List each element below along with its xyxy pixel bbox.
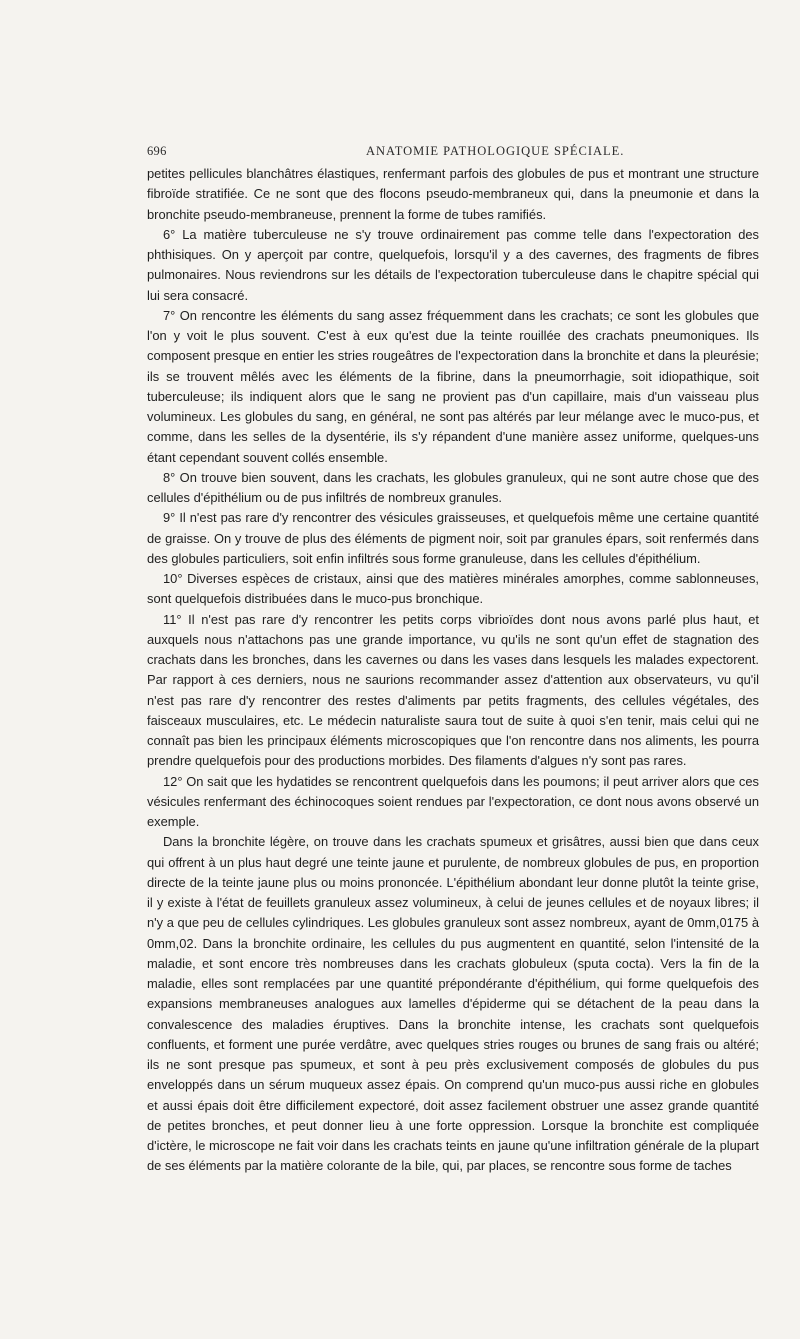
running-head: ANATOMIE PATHOLOGIQUE SPÉCIALE.: [366, 144, 625, 158]
paragraph-item-7: 7° On rencontre les éléments du sang assez fréquemment dans les crachats; ce sont les globules que l'on y voit le plus souvent. C'est à eux qu'est due la teinte rouillée des crachats pneumoniques. Ils composent presque en entier les stries rougeâtres de l'expectoration dans la bronchite et dans la pleurésie; ils se trouvent mêlés avec les éléments de la fibrine, dans la pneumorrhagie, soit idiopathique, soit tuberculeuse; ils indiquent alors que le sang ne provient pas d'un capillaire, mais d'un vaisseau plus volumineux. Les globules du sang, en général, ne sont pas altérés par leur mélange avec le muco-pus, et comme, dans les selles de la dysentérie, ils s'y répandent d'une manière assez uniforme, quelques-uns étant cependant souvent collés ensemble.: [147, 307, 759, 465]
paragraph-item-8: 8° On trouve bien souvent, dans les crachats, les globules granuleux, qui ne sont autre chose que des cellules d'épithélium ou de pus infiltrés de nombreux granules.: [147, 469, 759, 505]
paragraph-bronchite: Dans la bronchite légère, on trouve dans les crachats spumeux et grisâtres, aussi bien que dans ceux qui offrent à un plus haut degré une teinte jaune et purulente, de nombreux globules de pus, en proportion directe de la teinte jaune plus ou moins prononcée. L'épithélium abondant leur donne plutôt la teinte grise, il y existe à l'état de feuillets granuleux assez volumineux, à celui de jeunes cellules et de noyaux libres; il n'y a que peu de cellules cylindriques. Les globules granuleux sont assez nombreux, ayant de 0mm,0175 à 0mm,02. Dans la bronchite ordinaire, les cellules du pus augmentent en quantité, selon l'intensité de la maladie, et sont encore très nombreuses dans les crachats globuleux (sputa cocta). Vers la fin de la maladie, elles sont remplacées par une quantité prépondérante d'épithélium, qui forme quelquefois des expansions membraneuses analogues aux lamelles d'épiderme qui se détachent de la peau dans la convalescence des maladies éruptives. Dans la bronchite intense, les crachats sont quelquefois confluents, et forment une purée verdâtre, avec quelques stries rouges ou brunes de sang frais ou altéré; ils ne sont presque pas spumeux, et sont à peu près exclusivement composés de globules du pus enveloppés dans un sérum muqueux assez épais. On comprend qu'un muco-pus aussi riche en globules et aussi épais doit être difficilement expectoré, doit assez facilement obstruer une assez grande quantité de petites bronches, et peut donner lieu à une forte oppression. Lorsque la bronchite est compliquée d'ictère, le microscope ne fait voir dans les crachats teints en jaune qu'une infiltration générale de la plupart de ses éléments par la matière colorante de la bile, qui, par places, se rencontre sous forme de taches: [147, 834, 759, 1174]
body-text: [147, 164, 759, 1177]
page-header: [147, 144, 759, 162]
paragraph-item-10: 10° Diverses espèces de cristaux, ainsi que des matières minérales amorphes, comme sablonneuses, sont quelquefois distribuées dans le muco-pus bronchique.: [147, 571, 759, 607]
paragraph-continuation: petites pellicules blanchâtres élastiques, renfermant parfois des globules de pus et montrant une structure fibroïde stratifiée. Ce ne sont que des flocons pseudo-membraneux qui, dans la pneumonie et dans la bronchite pseudo-membraneuse, prennent la forme de tubes ramifiés.: [147, 166, 759, 222]
paragraph-item-12: 12° On sait que les hydatides se rencontrent quelquefois dans les poumons; il peut arriver alors que ces vésicules renfermant des échinocoques soient rendues par l'expectoration, ce dont nous avons observé un exemple.: [147, 773, 759, 829]
paragraph-item-11: 11° Il n'est pas rare d'y rencontrer les petits corps vibrioïdes dont nous avons parlé plus haut, et auxquels nous n'attachons pas une grande importance, vu qu'ils ne sont qu'un effet de stagnation des crachats dans les bronches, dans les cavernes ou dans les vases dans lesquels les malades expectorent. Par rapport à ces derniers, nous ne saurions recommander assez d'attention aux observateurs, vu qu'il n'est pas rare d'y rencontrer des restes d'aliments par petits fragments, des cellules végétales, des faisceaux musculaires, etc. Le médecin naturaliste saura tout de suite à quoi s'en tenir, mais celui qui ne connaît pas bien les principaux éléments microscopiques que l'on rencontre dans nos aliments, les pourra prendre quelquefois pour des productions morbides. Des filaments d'algues n'y sont pas rares.: [147, 611, 759, 769]
paragraph-item-9: 9° Il n'est pas rare d'y rencontrer des vésicules graisseuses, et quelquefois même une certaine quantité de graisse. On y trouve de plus des éléments de pigment noir, soit par granules épars, soit renfermés dans des globules particuliers, soit enfin infiltrés sous forme granuleuse, dans les cellules d'épithélium.: [147, 510, 759, 566]
page-number: 696: [147, 144, 167, 158]
paragraph-item-6: 6° La matière tuberculeuse ne s'y trouve ordinairement pas comme telle dans l'expectoration des phthisiques. On y aperçoit par contre, quelquefois, lorsqu'il y a des cavernes, des fragments de fibres pulmonaires. Nous reviendrons sur les détails de l'expectoration tuberculeuse dans le chapitre spécial qui lui sera consacré.: [147, 226, 759, 303]
